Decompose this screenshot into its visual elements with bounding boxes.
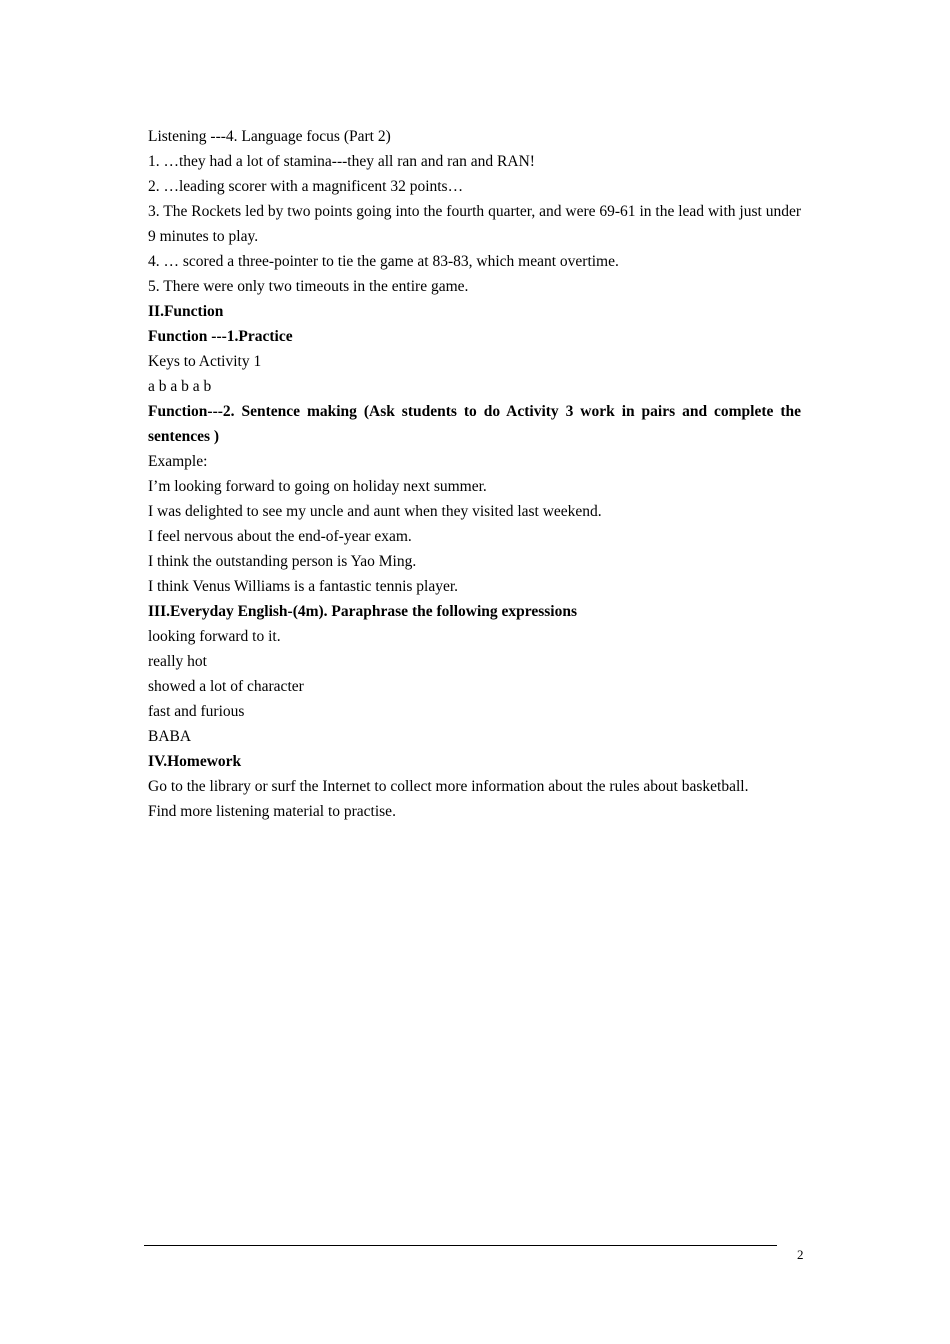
page-number: 2 (797, 1247, 804, 1262)
expression-4: fast and furious (148, 703, 245, 720)
homework-item-1: Go to the library or surf the Internet to collect more information about the rules about basketball. (148, 778, 749, 795)
section-heading-everyday-english: III.Everyday English-(4m). Paraphrase the following expressions (148, 603, 577, 620)
expression-1: looking forward to it. (148, 628, 281, 645)
keys-label: Keys to Activity 1 (148, 353, 262, 370)
subheading-sentence-making: Function---2. Sentence making (Ask students to do Activity 3 work in pairs and complete the sentences ) (148, 403, 801, 445)
section-heading-homework: IV.Homework (148, 753, 242, 770)
section-heading-function: II.Function (148, 303, 224, 320)
example-sentence-2: I was delighted to see my uncle and aunt when they visited last weekend. (148, 503, 602, 520)
document-body (148, 124, 801, 824)
example-sentence-3: I feel nervous about the end-of-year exam. (148, 528, 412, 545)
subheading-function-practice: Function ---1.Practice (148, 328, 293, 345)
footer-divider (144, 1245, 777, 1246)
language-focus-item-5: 5. There were only two timeouts in the entire game. (148, 278, 469, 295)
language-focus-item-3: 3. The Rockets led by two points going into the fourth quarter, and were 69-61 in the lead with just under 9 minutes to play. (148, 203, 801, 245)
section-heading-language-focus: Listening ---4. Language focus (Part 2) (148, 128, 391, 145)
example-sentence-1: I’m looking forward to going on holiday next summer. (148, 478, 487, 495)
language-focus-item-2: 2. …leading scorer with a magnificent 32 points… (148, 178, 464, 195)
language-focus-item-4: 4. … scored a three-pointer to tie the game at 83-83, which meant overtime. (148, 253, 619, 270)
expression-3: showed a lot of character (148, 678, 304, 695)
example-sentence-5: I think Venus Williams is a fantastic tennis player. (148, 578, 459, 595)
expression-answers: BABA (148, 728, 192, 745)
example-label: Example: (148, 453, 208, 470)
language-focus-item-1: 1. …they had a lot of stamina---they all ran and ran and RAN! (148, 153, 535, 170)
keys-answers: a b a b a b (148, 378, 212, 395)
expression-2: really hot (148, 653, 207, 670)
example-sentence-4: I think the outstanding person is Yao Ming. (148, 553, 417, 570)
homework-item-2: Find more listening material to practise. (148, 803, 396, 820)
